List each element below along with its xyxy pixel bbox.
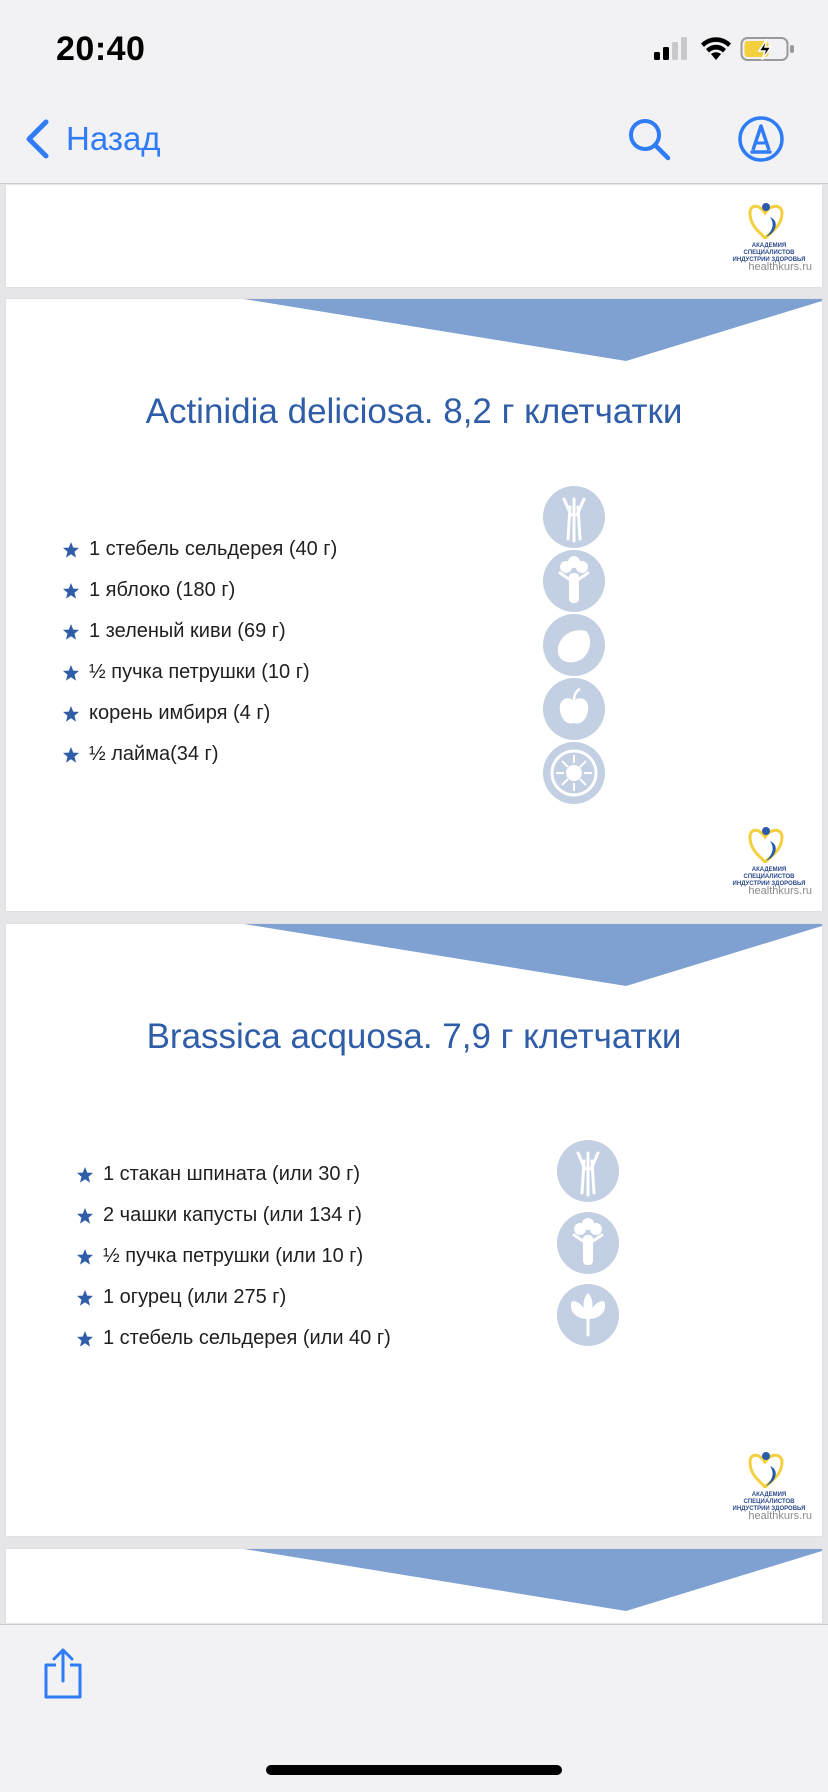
ingredient-list — [62, 529, 337, 775]
chevron-left-icon — [22, 118, 52, 160]
ingredient-icons — [556, 1139, 620, 1347]
ingredient-text: 2 чашки капусты (или 134 г) — [103, 1204, 362, 1226]
apple-icon — [542, 677, 606, 741]
ingredient-icons — [542, 485, 606, 805]
slide-brassica — [6, 924, 822, 1536]
share-icon[interactable] — [40, 1647, 86, 1701]
ingredient-text: корень имбиря (4 г) — [89, 702, 271, 724]
parsley-icon — [556, 1211, 620, 1275]
list-item — [76, 1195, 391, 1236]
list-item — [62, 652, 337, 693]
ingredient-text: 1 стакан шпината (или 30 г) — [103, 1163, 361, 1185]
list-item — [62, 693, 337, 734]
bottom-toolbar — [0, 1624, 828, 1792]
slide-next — [6, 1549, 822, 1623]
logo-figure-icon — [740, 199, 790, 241]
ingredient-list — [76, 1154, 391, 1359]
list-item — [76, 1236, 391, 1277]
back-label: Назад — [66, 120, 161, 157]
celery-icon — [542, 485, 606, 549]
list-item — [76, 1277, 391, 1318]
slide-title: Brassica acquosa. 7,9 г клетчатки — [146, 1017, 682, 1056]
star-bullet-icon — [76, 1289, 94, 1307]
slide-banner — [6, 299, 822, 369]
star-bullet-icon — [76, 1207, 94, 1225]
slide-banner — [6, 1549, 822, 1619]
list-item — [76, 1154, 391, 1195]
list-item — [62, 570, 337, 611]
logo — [726, 1448, 812, 1528]
navigation-bar — [0, 100, 828, 184]
logo-caption-2: ИНДУСТРИИ ЗДОРОВЬЯ — [732, 881, 806, 887]
home-indicator[interactable] — [266, 1765, 562, 1775]
list-item — [76, 1318, 391, 1359]
logo-caption-1: АКАДЕМИЯ СПЕЦИАЛИСТОВ — [743, 243, 795, 256]
star-bullet-icon — [62, 705, 80, 723]
logo-figure-icon — [740, 823, 790, 865]
star-bullet-icon — [76, 1248, 94, 1266]
parsley-icon — [542, 549, 606, 613]
celery-icon — [556, 1139, 620, 1203]
ingredient-text: ½ пучка петрушки (или 10 г) — [103, 1245, 364, 1267]
ingredient-text: 1 зеленый киви (69 г) — [89, 620, 286, 642]
logo-caption-2: ИНДУСТРИИ ЗДОРОВЬЯ — [732, 257, 806, 263]
star-bullet-icon — [62, 623, 80, 641]
list-item — [62, 529, 337, 570]
logo-figure-icon — [740, 1448, 790, 1490]
logo-caption-1: АКАДЕМИЯ СПЕЦИАЛИСТОВ — [743, 1492, 795, 1505]
markup-pen-icon[interactable] — [736, 114, 786, 164]
ingredient-text: ½ лайма(34 г) — [89, 743, 219, 765]
ginger-icon — [542, 613, 606, 677]
cellular-signal-icon — [652, 36, 692, 62]
slide-actinidia — [6, 299, 822, 911]
wifi-icon — [698, 34, 734, 62]
ingredient-text: 1 стебель сельдерея (40 г) — [89, 538, 338, 560]
search-icon[interactable] — [626, 116, 672, 162]
logo — [726, 823, 812, 903]
ingredient-text: 1 огурец (или 275 г) — [103, 1286, 287, 1308]
star-bullet-icon — [76, 1330, 94, 1348]
logo-caption-2: ИНДУСТРИИ ЗДОРОВЬЯ — [732, 1506, 806, 1512]
spinach-icon — [556, 1283, 620, 1347]
slide-banner — [6, 924, 822, 994]
logo-caption-1: АКАДЕМИЯ СПЕЦИАЛИСТОВ — [743, 867, 795, 880]
list-item — [62, 611, 337, 652]
logo — [726, 199, 812, 279]
star-bullet-icon — [76, 1166, 94, 1184]
ingredient-text: 1 стебель сельдерея (или 40 г) — [103, 1327, 391, 1349]
star-bullet-icon — [62, 582, 80, 600]
star-bullet-icon — [62, 746, 80, 764]
list-item — [62, 734, 337, 775]
battery-icon — [740, 36, 796, 62]
logo-url: healthkurs.ru — [748, 1510, 812, 1522]
back-button[interactable] — [22, 114, 161, 164]
slide-previous — [6, 185, 822, 287]
status-bar — [0, 0, 828, 100]
star-bullet-icon — [62, 664, 80, 682]
kiwi-icon — [542, 741, 606, 805]
logo-url: healthkurs.ru — [748, 261, 812, 273]
document-viewer[interactable] — [0, 185, 828, 1623]
logo-url: healthkurs.ru — [748, 885, 812, 897]
star-bullet-icon — [62, 541, 80, 559]
ingredient-text: 1 яблоко (180 г) — [89, 579, 236, 601]
slide-title: Actinidia deliciosa. 8,2 г клетчатки — [145, 392, 683, 431]
ingredient-text: ½ пучка петрушки (10 г) — [89, 661, 310, 683]
status-time: 20:40 — [56, 30, 146, 68]
